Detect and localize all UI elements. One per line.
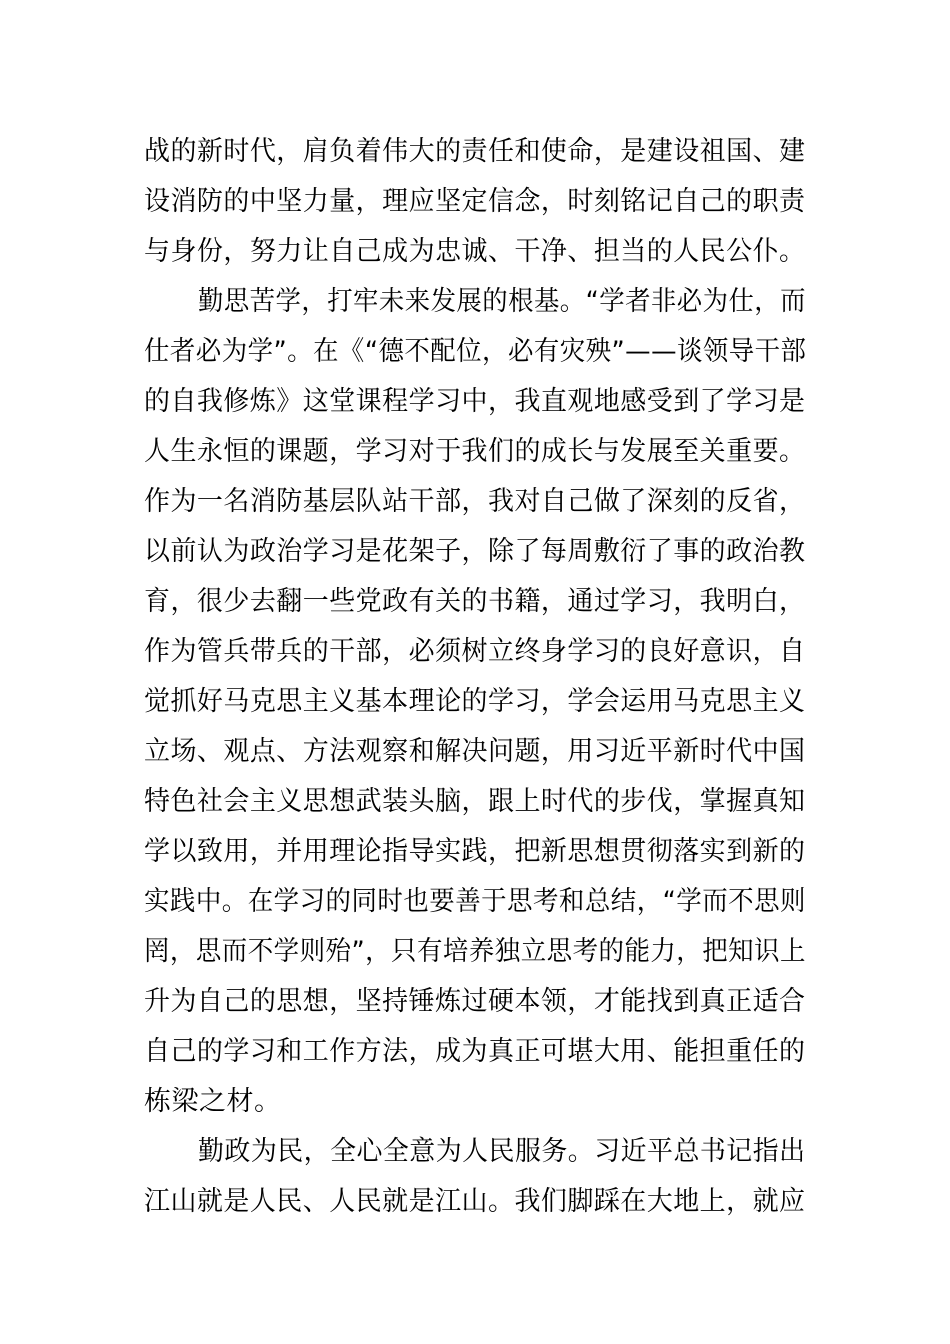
text-line: 自己的学习和工作方法，成为真正可堪大用、能担重任的 — [144, 1036, 806, 1067]
text-line: 仕者必为学”。在《“德不配位，必有灾殃”——谈领导干部 — [144, 336, 807, 367]
text-line: 特色社会主义思想武装头脑，跟上时代的步伐，掌握真知 — [144, 786, 806, 817]
text-line: 实践中。在学习的同时也要善于思考和总结，“学而不思则 — [144, 886, 806, 917]
text-line: 与身份，努力让自己成为忠诚、干净、担当的人民公仆。 — [144, 236, 806, 267]
text-line: 江山就是人民、人民就是江山。我们脚踩在大地上，就应 — [144, 1186, 806, 1217]
text-line: 罔，思而不学则殆”，只有培养独立思考的能力，把知识上 — [144, 936, 806, 967]
text-line: 学以致用，并用理论指导实践，把新思想贯彻落实到新的 — [144, 836, 806, 867]
text-line: 栋梁之材。 — [144, 1086, 282, 1117]
text-line: 战的新时代，肩负着伟大的责任和使命，是建设祖国、建 — [144, 136, 806, 167]
paragraph-start-line: 勤思苦学，打牢未来发展的根基。“学者非必为仕，而 — [198, 286, 806, 317]
text-line: 觉抓好马克思主义基本理论的学习，学会运用马克思主义 — [144, 686, 806, 717]
text-line: 升为自己的思想，坚持锤炼过硬本领，才能找到真正适合 — [144, 986, 806, 1017]
text-line: 作为管兵带兵的干部，必须树立终身学习的良好意识，自 — [144, 636, 806, 667]
text-line: 的自我修炼》这堂课程学习中，我直观地感受到了学习是 — [144, 386, 806, 417]
text-line: 育，很少去翻一些党政有关的书籍，通过学习，我明白， — [144, 586, 806, 617]
text-line: 以前认为政治学习是花架子，除了每周敷衍了事的政治教 — [144, 536, 806, 567]
text-line: 人生永恒的课题，学习对于我们的成长与发展至关重要。 — [144, 436, 806, 467]
paragraph-start-line: 勤政为民，全心全意为人民服务。习近平总书记指出 — [198, 1136, 806, 1167]
text-line: 立场、观点、方法观察和解决问题，用习近平新时代中国 — [144, 736, 806, 767]
text-line: 作为一名消防基层队站干部，我对自己做了深刻的反省， — [144, 486, 806, 517]
text-line: 设消防的中坚力量，理应坚定信念，时刻铭记自己的职责 — [144, 186, 806, 217]
